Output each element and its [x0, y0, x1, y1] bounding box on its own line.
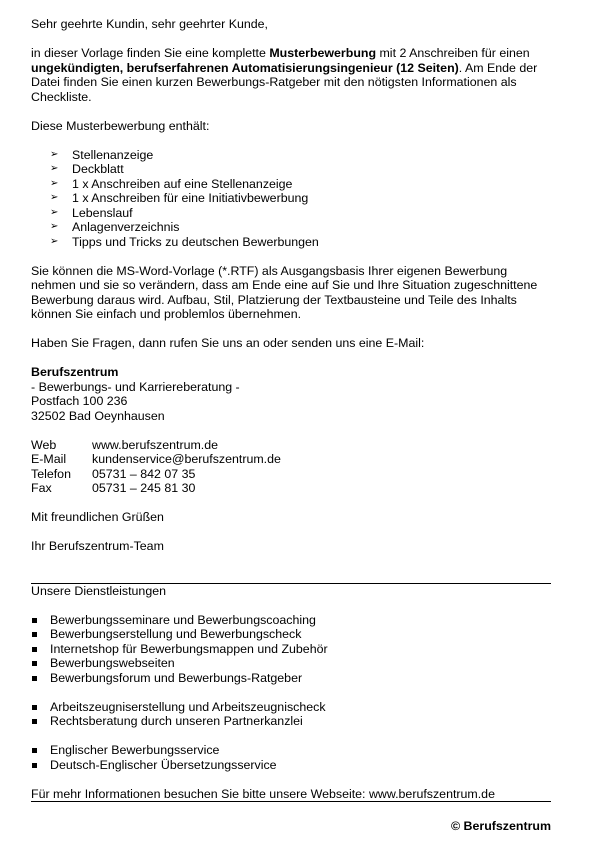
greeting: Sehr geehrte Kundin, sehr geehrter Kunde,	[31, 17, 268, 31]
rtf-paragraph: Sie können die MS-Word-Vorlage (*.RTF) als Ausgangsbasis Ihrer eigenen Bewerbung nehmen und sie so verändern, dass am Ende eine auf Sie und Ihre Situation zugeschnittene Bewerbung daraus wird. Aufbau, Stil, Platzierung der Textbausteine und Teile des Inhalts können Sie einfach und problemlos übernehmen.	[31, 263, 538, 321]
services-heading: Unsere Dienstleistungen	[31, 583, 166, 598]
list-item	[31, 162, 551, 177]
contact-fax-value: 05731 – 245 81 30	[92, 481, 196, 495]
list-item	[31, 758, 551, 773]
company-name-text: Berufszentrum	[31, 365, 119, 379]
arrow-bullet-icon: ➢	[50, 163, 59, 174]
list-item	[31, 206, 551, 221]
contact-row-email	[31, 452, 551, 467]
square-bullet-icon	[32, 632, 37, 637]
company-tagline: - Bewerbungs- und Karriereberatung -	[31, 379, 240, 394]
signature: Ihr Berufszentrum-Team	[31, 539, 164, 553]
list-item-label: Anlagenverzeichnis	[72, 220, 180, 234]
list-item-label: Arbeitszeugniserstellung und Arbeitszeugnischeck	[50, 699, 326, 714]
contact-label: Web	[31, 437, 57, 452]
contact-row-fax	[31, 481, 551, 496]
list-item-label: Bewerbungsseminare und Bewerbungscoaching	[50, 612, 316, 627]
list-item	[31, 743, 551, 758]
list-item-label: Deutsch-Englischer Übersetzungsservice	[50, 757, 277, 772]
list-item	[31, 220, 551, 235]
arrow-bullet-icon: ➢	[50, 235, 59, 247]
copyright: © Berufszentrum	[450, 819, 551, 833]
list-item	[31, 613, 551, 628]
contents-list	[31, 148, 551, 250]
intro-text-3: . Am Ende der Datei finden Sie einen kurzen Bewerbungs-Ratgeber mit den nötigsten Informationen als Checkliste.	[31, 60, 538, 104]
contact-row-phone	[31, 467, 551, 482]
list-item-label: 1 x Anschreiben auf eine Stellenanzeige	[72, 176, 293, 191]
list-item-label: Bewerbungserstellung und Bewerbungscheck	[50, 627, 302, 641]
list-item	[31, 671, 551, 686]
list-item	[31, 642, 551, 657]
arrow-bullet-icon: ➢	[50, 177, 59, 189]
arrow-bullet-icon: ➢	[50, 221, 59, 232]
services-list-3	[31, 743, 551, 772]
contact-phone-value: 05731 – 842 07 35	[92, 466, 196, 481]
company-name	[31, 365, 551, 380]
list-item-label: Bewerbungswebseiten	[50, 656, 175, 670]
intro-bold-1: Musterbewerbung	[269, 46, 377, 60]
contents-heading: Diese Musterbewerbung enthält:	[31, 118, 210, 133]
list-item-label: Deckblatt	[72, 162, 124, 176]
list-item-label: Stellenanzeige	[72, 147, 154, 162]
list-item-label: Englischer Bewerbungsservice	[50, 743, 220, 757]
square-bullet-icon	[32, 705, 37, 710]
services-list-1	[31, 613, 551, 686]
list-item-label: Tipps und Tricks zu deutschen Bewerbungen	[72, 234, 319, 249]
contact-email-link[interactable]: kundenservice@berufszentrum.de	[92, 452, 281, 466]
contact-label: Fax	[31, 481, 52, 495]
company-city: 32502 Bad Oeynhausen	[31, 408, 165, 423]
services-list-2	[31, 700, 551, 729]
list-item	[31, 656, 551, 671]
list-item	[31, 177, 551, 192]
closing: Mit freundlichen Grüßen	[31, 510, 164, 524]
arrow-bullet-icon: ➢	[50, 148, 59, 160]
list-item	[31, 148, 551, 163]
intro-text-1: in dieser Vorlage finden Sie eine komplette	[31, 46, 270, 60]
list-item-label: Lebenslauf	[72, 205, 133, 220]
divider-bottom	[31, 801, 551, 802]
questions-text: Haben Sie Fragen, dann rufen Sie uns an oder senden uns eine E-Mail:	[31, 336, 425, 350]
list-item-label: 1 x Anschreiben für eine Initiativbewerbung	[72, 191, 309, 205]
square-bullet-icon	[32, 661, 37, 666]
list-item-label: Rechtsberatung durch unseren Partnerkanzlei	[50, 714, 303, 728]
list-item	[31, 714, 551, 729]
intro-text-2: mit 2 Anschreiben für einen	[376, 46, 530, 60]
intro-paragraph	[31, 46, 551, 104]
list-item	[31, 627, 551, 642]
square-bullet-icon	[32, 618, 37, 623]
square-bullet-icon	[32, 676, 37, 681]
contact-row-web	[31, 438, 551, 453]
square-bullet-icon	[32, 719, 37, 724]
list-item-label: Bewerbungsforum und Bewerbungs-Ratgeber	[50, 670, 303, 685]
square-bullet-icon	[32, 647, 37, 652]
list-item	[31, 700, 551, 715]
list-item	[31, 235, 551, 250]
square-bullet-icon	[32, 763, 37, 768]
contact-label: E-Mail	[31, 452, 67, 466]
list-item-label: Internetshop für Bewerbungsmappen und Zubehör	[50, 641, 328, 656]
contact-label: Telefon	[31, 466, 71, 481]
company-po-box: Postfach 100 236	[31, 394, 128, 408]
arrow-bullet-icon: ➢	[50, 206, 59, 218]
list-item	[31, 191, 551, 206]
document-page	[31, 17, 551, 802]
square-bullet-icon	[32, 748, 37, 753]
arrow-bullet-icon: ➢	[50, 192, 59, 203]
contact-web-link[interactable]: www.berufszentrum.de	[92, 437, 219, 452]
more-info-text: Für mehr Informationen besuchen Sie bitte unsere Webseite: www.berufszentrum.de	[31, 786, 495, 801]
intro-bold-2: ungekündigten, berufserfahrenen Automatisierungsingenieur (12 Seiten)	[31, 60, 459, 75]
